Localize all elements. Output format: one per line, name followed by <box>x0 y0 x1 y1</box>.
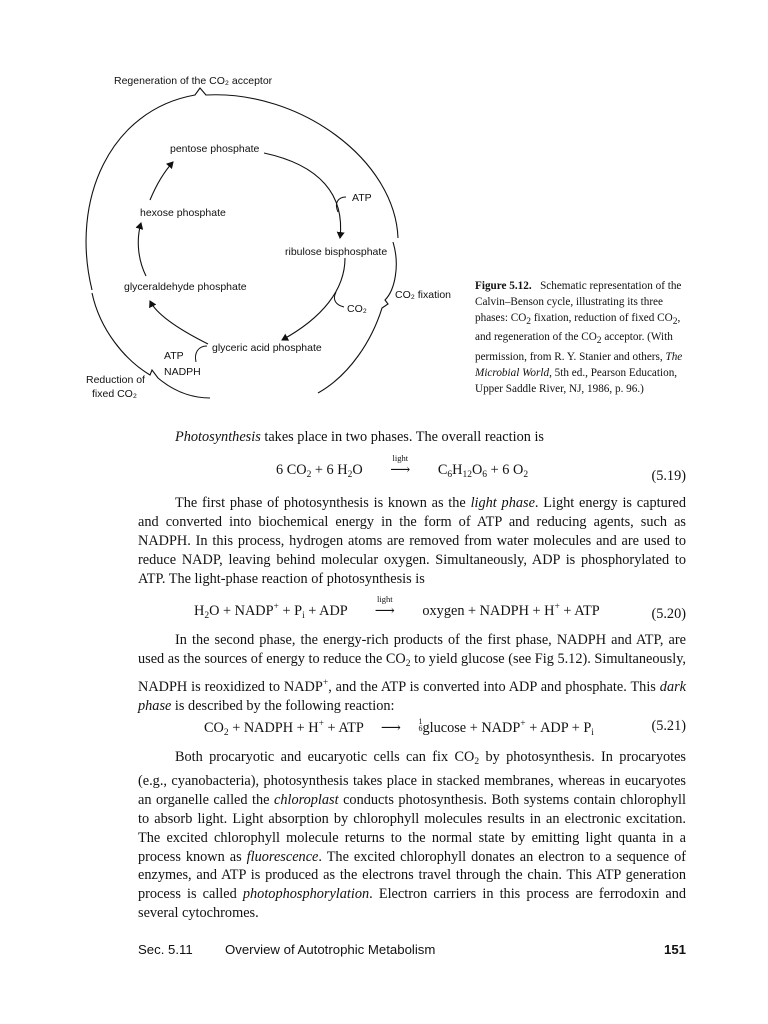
caption-sub: 2 <box>596 336 602 347</box>
footer-section: Sec. 5.11 <box>138 942 193 957</box>
paragraph-text: is described by the following reaction: <box>171 697 395 714</box>
eq-term: + ADP + P <box>525 720 592 736</box>
eq-term: 6 CO <box>276 462 307 478</box>
eq-sub: 2 <box>204 611 210 621</box>
paragraph-procaryotes <box>138 748 686 923</box>
term-dark-phase: dark phase <box>138 678 687 714</box>
paragraph-text: In the second phase, the energy-rich products of the first phase, NADPH and ATP, are used as the sources of energy to reduce the CO <box>138 632 686 667</box>
fraction-numerator: 1 <box>418 717 423 726</box>
text-sub: 2 <box>474 757 480 767</box>
text-sup: + <box>322 677 329 688</box>
eq-sub: 2 <box>523 470 529 480</box>
paragraph-dark-phase <box>138 631 686 716</box>
arrow-pentose-to-ribulose <box>264 153 341 238</box>
atp-nadph-input-curve <box>195 346 207 362</box>
term-photophosphorylation: photophosphorylation <box>242 886 370 903</box>
caption-text: Schematic representation of the Calvin–Benson cycle, illustrating its three phases: CO <box>475 280 682 324</box>
figure-label: Figure 5.12. <box>475 280 532 292</box>
eq-sub: i <box>302 611 305 621</box>
term-chloroplast: chloroplast <box>273 791 339 808</box>
term-fluorescence: fluorescence <box>246 848 319 865</box>
co2-input-label: CO₂ <box>347 303 367 315</box>
reduction-label-line2: fixed CO₂ <box>92 388 137 400</box>
regeneration-brace <box>86 88 398 290</box>
caption-sub: 2 <box>526 316 532 327</box>
footer-chapter-title: Overview of Autotrophic Metabolism <box>225 942 436 957</box>
pentose-phosphate-label: pentose phosphate <box>170 143 260 155</box>
equation-number: (5.20) <box>651 606 686 622</box>
eq-sub: 2 <box>223 728 229 738</box>
figure-caption <box>475 279 693 398</box>
eq-term: + ADP <box>304 603 348 619</box>
eq-term: O <box>471 462 483 478</box>
paragraph-text: to yield glucose (see Fig 5.12). Simultaneously, NADPH is reoxidized to NADP <box>138 650 686 695</box>
caption-text: fixation, reduction of fixed CO <box>531 311 673 324</box>
equation-5-21 <box>138 718 686 738</box>
atp-top-label: ATP <box>352 192 372 204</box>
caption-sub: 2 <box>672 316 678 327</box>
equation-body <box>276 453 529 480</box>
fraction-denominator: 6 <box>418 724 423 733</box>
eq-sup: + <box>273 602 279 612</box>
caption-text: , and regeneration of the CO <box>475 311 681 344</box>
eq-term: H <box>194 603 205 619</box>
eq-term: + 6 O <box>487 462 524 478</box>
eq-sub: 2 <box>347 470 353 480</box>
eq-sub: 6 <box>482 470 488 480</box>
paragraph-intro <box>138 428 686 447</box>
eq-term: + P <box>278 603 303 619</box>
reaction-arrow: ⟶ <box>380 721 401 736</box>
caption-text: acceptor. (With permission, from R. Y. Stanier and others, <box>475 331 673 364</box>
reaction-arrow: light ⟶ <box>372 462 428 479</box>
atp-left-label: ATP <box>164 350 184 362</box>
paragraph-text: . Electron carriers in this process are ferrodoxin and several cytochromes. <box>138 886 686 922</box>
arrow-condition: light <box>392 453 409 463</box>
co2-fixation-label: CO₂ fixation <box>395 289 452 301</box>
arrow-glyceric-to-glyceraldehyde <box>150 301 208 344</box>
regeneration-label: Regeneration of the CO₂ acceptor <box>114 75 273 87</box>
eq-term: + ATP <box>323 720 364 736</box>
eq-sub: 12 <box>462 470 472 480</box>
glyceraldehyde-phosphate-label: glyceraldehyde phosphate <box>124 281 247 293</box>
equation-body <box>204 718 594 738</box>
paragraph-text: , and the ATP is converted into ADP and phosphate. This <box>328 678 660 695</box>
ribulose-bisphosphate-label: ribulose bisphosphate <box>285 246 388 258</box>
paragraph-text: . The excited chlorophyll donates an electron to a sequence of enzymes, and ATP is produced as the electrons travel through the chain. This ATP generation process is called <box>138 848 686 903</box>
caption-text: , 5th ed., Pearson Education, Upper Saddle River, NJ, 1986, p. 96.) <box>475 366 678 395</box>
eq-term: glucose + NADP <box>422 720 521 736</box>
page-number: 151 <box>663 942 686 957</box>
eq-sub: 6 <box>447 470 453 480</box>
equation-5-20 <box>138 594 686 622</box>
reaction-arrow: light ⟶ <box>357 603 413 620</box>
paragraph-text: conducts photosynthesis. Both systems contain chlorophyll to absorb light. Light absorption by chlorophyll molecules results in an electronic excitation. The excited chlorophyll molecule returns to the normal state by emitting light quanta in a process known as <box>138 791 686 865</box>
eq-sup: + <box>520 719 526 729</box>
arrow-hexose-to-pentose <box>150 162 173 200</box>
eq-term: + NADPH + H <box>228 720 319 736</box>
eq-sup: + <box>554 602 560 612</box>
paragraph-text: by photosynthesis. In procaryotes (e.g., cyanobacteria), photosynthesis takes place in stacked membranes, whereas in eucaryotes an organelle called the <box>138 749 686 808</box>
atp-input-curve <box>336 197 346 212</box>
eq-term: O + NADP <box>209 603 274 619</box>
paragraph-text: takes place in two phases. The overall reaction is <box>260 429 544 445</box>
glyceric-acid-phosphate-label: glyceric acid phosphate <box>212 342 322 354</box>
paragraph-text: The first phase of photosynthesis is known as the <box>175 495 471 511</box>
co2-input-curve <box>334 292 344 307</box>
caption-book-title: The Microbial World <box>475 351 683 379</box>
eq-sub: 2 <box>306 470 312 480</box>
hexose-phosphate-label: hexose phosphate <box>140 207 226 219</box>
equation-number: (5.19) <box>651 468 686 484</box>
paragraph-text: Both procaryotic and eucaryotic cells can fix CO <box>175 749 475 765</box>
paragraph-light-phase <box>138 494 686 589</box>
eq-term: oxygen + NADPH + H <box>422 603 555 619</box>
eq-sup: + <box>318 719 324 729</box>
paragraph-text: . Light energy is captured and converted into biochemical energy in the form of ATP and reducing agents, such as NADPH. In this process, hydrogen atoms are removed from water molecules and are used to reduce NADP, leaving behind molecular oxygen. Simultaneously, ADP is phosphorylated to ATP. The light-phase reaction of photosynthesis is <box>138 495 686 587</box>
eq-term: C <box>437 462 448 478</box>
equation-5-19 <box>138 453 686 484</box>
reduction-label-line1: Reduction of <box>86 374 145 386</box>
arrow-condition: light <box>377 594 393 604</box>
eq-term: CO <box>204 720 224 736</box>
eq-term: H <box>452 462 463 478</box>
text-sub: 2 <box>405 658 411 669</box>
eq-sub: i <box>591 728 594 738</box>
nadph-label: NADPH <box>164 366 201 378</box>
eq-term: O <box>352 462 363 478</box>
equation-body <box>194 594 600 621</box>
term-light-phase: light phase <box>470 495 535 511</box>
eq-term: + 6 H <box>311 462 348 478</box>
term-photosynthesis: Photosynthesis <box>175 429 261 445</box>
arrow-ribulose-to-glyceric <box>282 258 345 340</box>
co2-fixation-brace <box>318 242 396 393</box>
equation-number: (5.21) <box>651 718 686 734</box>
eq-term: + ATP <box>559 603 600 619</box>
arrow-glyceraldehyde-to-hexose <box>138 223 146 276</box>
